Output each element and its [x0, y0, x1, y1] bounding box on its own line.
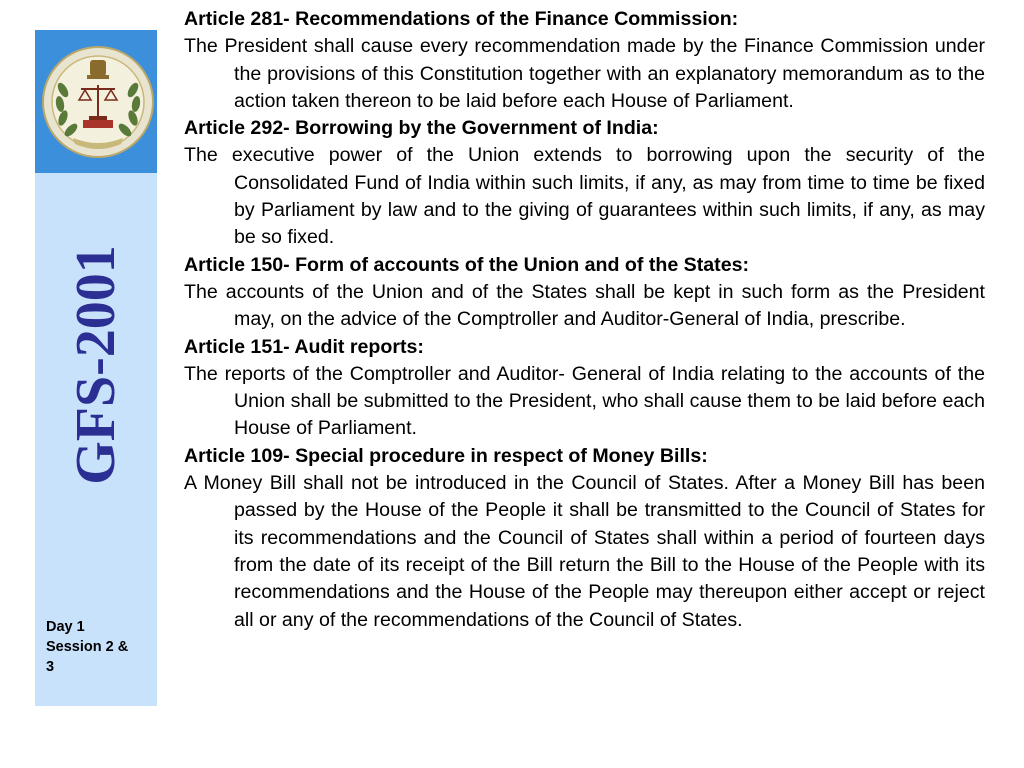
article-281-heading: Article 281- Recommendations of the Finance Commission:: [184, 8, 739, 30]
article-150-body: The accounts of the Union and of the States shall be kept in such form as the President may, on the advice of the Comptroller and Auditor-General of India, prescribe.: [184, 280, 985, 331]
sidebar-title-text: GFS-2001: [65, 245, 127, 485]
emblem-seal-icon: [35, 30, 157, 173]
session-number-cont: 3: [46, 659, 55, 675]
sidebar-title: [35, 175, 157, 555]
article-281-body: The President shall cause every recommendation made by the Finance Commission under the provisions of this Constitution together with an explanatory memorandum as to the action taken thereon to be laid before each House of Parliament.: [184, 35, 985, 112]
article-151-body: The reports of the Comptroller and Auditor- General of India relating to the accounts of the Union shall be submitted to the President, who shall cause them to be laid before each House of Parliament.: [184, 362, 985, 440]
session-day: Day 1: [46, 619, 85, 635]
article-109-body: A Money Bill shall not be introduced in the Council of States. After a Money Bill has been passed by the House of the People it shall be transmitted to the Council of States for its recommendations and the Council of States shall within a period of fourteen days from the date of its receipt of the Bill return the Bill to the House of the People with its recommendations and the House of the People may thereupon either accept or reject all or any of the recommendations of the Council of States.: [184, 472, 985, 631]
article-150-heading: Article 150- Form of accounts of the Union and of the States:: [184, 253, 750, 276]
session-number: Session 2 &: [46, 639, 129, 655]
articles-content: [184, 6, 985, 634]
article-292-body: The executive power of the Union extends to borrowing upon the security of the Consolidated Fund of India within such limits, if any, as may from time to time be fixed by Parliament by law and to the giving of guarantees within such limits, if any, as may be so fixed.: [184, 144, 985, 249]
article-151-heading: Article 151- Audit reports:: [184, 335, 424, 358]
article-109-heading: Article 109- Special procedure in respect of Money Bills:: [184, 444, 708, 467]
article-292-heading: Article 292- Borrowing by the Government of India:: [184, 117, 659, 140]
session-label: [46, 617, 154, 677]
logo: [35, 30, 157, 173]
